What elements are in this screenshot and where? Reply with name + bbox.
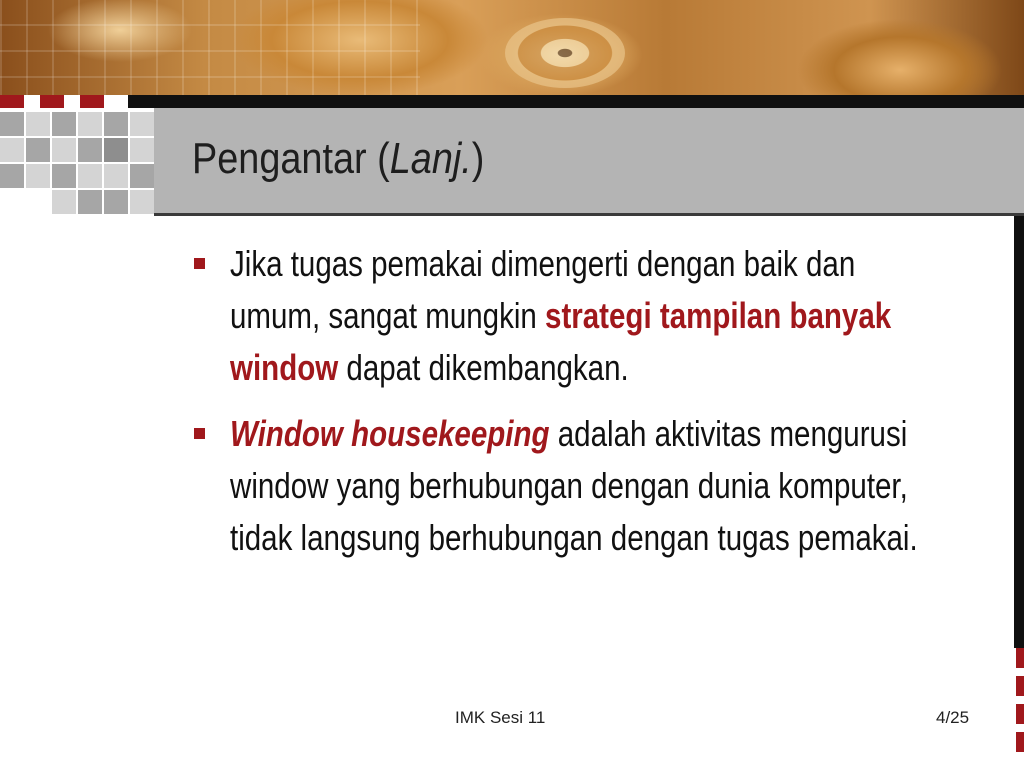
checker-cell bbox=[26, 138, 50, 162]
right-red-square bbox=[1016, 676, 1024, 696]
bullet-item bbox=[190, 408, 970, 564]
right-red-square bbox=[1016, 704, 1024, 724]
checker-cell bbox=[78, 190, 102, 214]
header-photo-banner bbox=[0, 0, 1024, 95]
checker-cell bbox=[0, 164, 24, 188]
bullet-text-part: dapat dikembangkan. bbox=[338, 347, 629, 388]
checker-cell bbox=[104, 190, 128, 214]
checker-cell bbox=[52, 190, 76, 214]
banner-grid-overlay bbox=[0, 0, 420, 95]
checker-cell bbox=[130, 164, 154, 188]
bullet-text-part: Jika tugas pemakai dimengerti dengan baik dan umum, sangat mungkin bbox=[230, 243, 856, 336]
title-italic-text: Lanj. bbox=[389, 134, 472, 183]
bullet-text bbox=[230, 238, 927, 394]
checker-cell bbox=[52, 112, 76, 136]
checker-cell bbox=[52, 164, 76, 188]
black-divider-band bbox=[128, 95, 1024, 108]
checker-cell bbox=[104, 164, 128, 188]
checker-cell bbox=[130, 112, 154, 136]
checker-cell bbox=[104, 138, 128, 162]
checker-cell bbox=[52, 138, 76, 162]
bullet-text bbox=[230, 408, 927, 564]
checker-cell bbox=[78, 138, 102, 162]
footer-center-text: IMK Sesi 11 bbox=[455, 708, 546, 727]
checker-cell bbox=[26, 112, 50, 136]
square-bullet-icon bbox=[194, 428, 205, 439]
title-bar-border bbox=[154, 213, 1024, 216]
cd-disc-image bbox=[505, 18, 625, 88]
bullet-text-part: adalah aktivitas mengurusi window yang berhubungan dengan dunia komputer, tidak langsung berhubungan dengan tugas pemakai. bbox=[230, 413, 918, 558]
checker-cell bbox=[78, 164, 102, 188]
checker-cell bbox=[130, 138, 154, 162]
bullet-emphasis: strategi tampilan banyak window bbox=[230, 295, 892, 388]
checker-cell bbox=[104, 112, 128, 136]
right-red-square bbox=[1016, 648, 1024, 668]
square-bullet-icon bbox=[194, 258, 205, 269]
red-square bbox=[80, 95, 104, 108]
right-black-band bbox=[1014, 216, 1024, 648]
right-red-square bbox=[1016, 732, 1024, 752]
checker-cell bbox=[0, 138, 24, 162]
slide-page-number: 4/25 bbox=[936, 708, 970, 727]
bullet-list bbox=[190, 238, 970, 578]
checker-cell bbox=[26, 164, 50, 188]
title-close-text: ) bbox=[471, 134, 485, 183]
checker-cell bbox=[130, 190, 154, 214]
red-square bbox=[40, 95, 64, 108]
title-main-text: Pengantar ( bbox=[192, 134, 390, 183]
checker-cell bbox=[0, 112, 24, 136]
slide-title bbox=[192, 134, 484, 184]
bullet-item bbox=[190, 238, 970, 394]
red-square bbox=[0, 95, 24, 108]
bullet-emphasis: Window housekeeping bbox=[230, 413, 550, 454]
checker-cell bbox=[78, 112, 102, 136]
